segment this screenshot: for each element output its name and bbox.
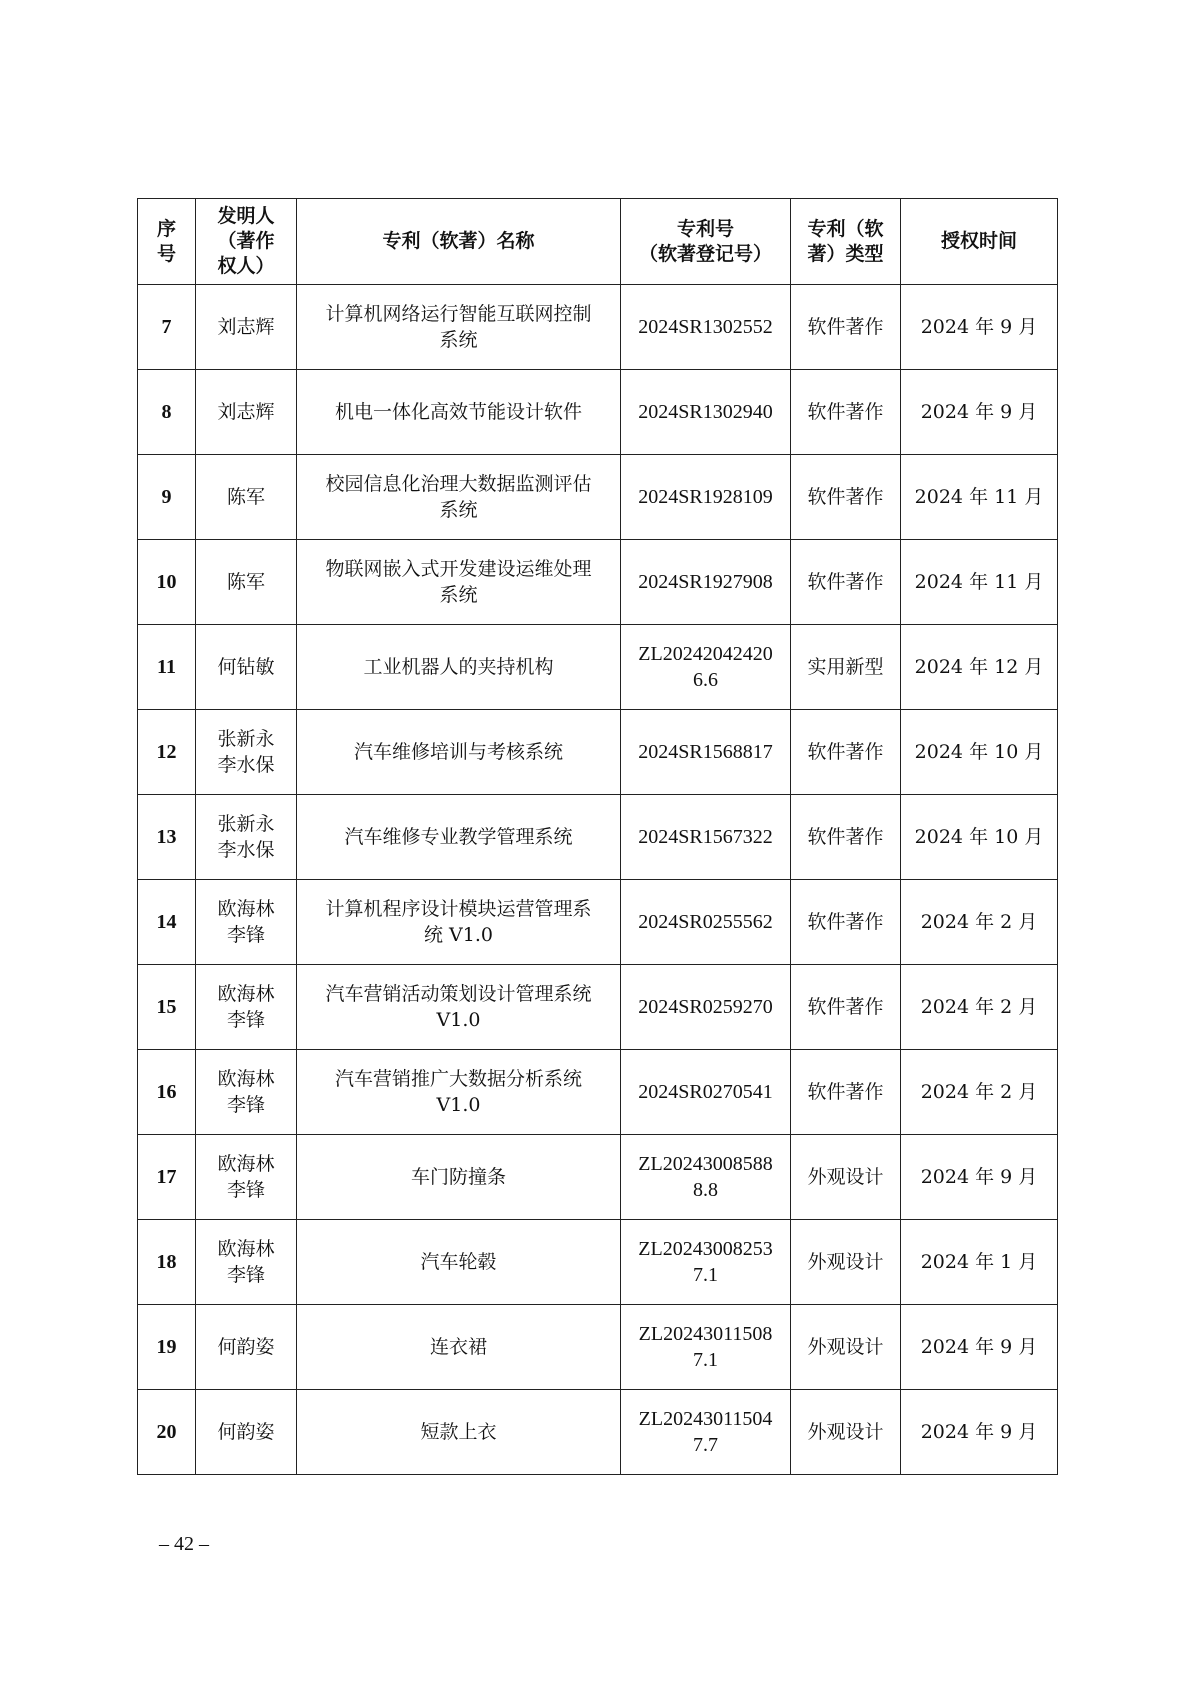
table-row [138,1220,1058,1305]
inventor-cell-line: 欧海林 [217,1068,275,1090]
inventor-cell [196,625,297,710]
name-cell-line: 汽车维修培训与考核系统 [353,741,563,763]
seq-cell: 19 [138,1305,196,1390]
type-cell: 软件著作 [791,710,901,795]
inventor-cell-line: 李锋 [226,1264,265,1286]
inventor-cell-line: 欧海林 [217,983,275,1005]
number-cell-line: 2024SR1928109 [638,486,773,508]
name-cell [297,1390,621,1475]
name-cell [297,1220,621,1305]
header-number-line: 专利号 [676,217,734,240]
name-cell-line: 系统 [439,584,478,606]
name-cell [297,880,621,965]
type-cell: 软件著作 [791,1050,901,1135]
name-cell-line: 统 V1.0 [424,924,493,946]
header-inventor-line: 权人） [217,255,275,277]
number-cell [621,1305,791,1390]
inventor-cell-line: 陈军 [226,486,265,508]
table-row [138,625,1058,710]
date-cell: 2024 年 12 月 [901,625,1058,710]
number-cell-line: 8.8 [693,1179,718,1201]
table-row [138,455,1058,540]
inventor-cell-line: 何钻敏 [217,656,275,678]
seq-cell: 12 [138,710,196,795]
name-cell-line: 计算机程序设计模块运营管理系 [325,898,592,920]
inventor-cell [196,710,297,795]
date-cell: 2024 年 2 月 [901,1050,1058,1135]
number-cell-line: 2024SR1302552 [638,316,773,338]
inventor-cell [196,795,297,880]
type-cell: 外观设计 [791,1305,901,1390]
type-cell: 软件著作 [791,540,901,625]
inventor-cell [196,1135,297,1220]
table-body [138,285,1058,1475]
inventor-cell-line: 李锋 [226,1179,265,1201]
seq-cell: 17 [138,1135,196,1220]
type-cell: 软件著作 [791,795,901,880]
name-cell-line: 校园信息化治理大数据监测评估 [325,473,592,495]
inventor-cell [196,1050,297,1135]
inventor-cell [196,370,297,455]
date-cell: 2024 年 9 月 [901,285,1058,370]
seq-cell: 11 [138,625,196,710]
inventor-cell-line: 李水保 [217,839,275,861]
name-cell-line: 机电一体化高效节能设计软件 [334,401,582,423]
seq-cell: 18 [138,1220,196,1305]
number-cell-line: 2024SR1302940 [638,401,773,423]
table-row [138,965,1058,1050]
seq-cell: 13 [138,795,196,880]
header-date [901,199,1058,285]
name-cell-line: 计算机网络运行智能互联网控制 [325,303,592,325]
number-cell [621,1390,791,1475]
inventor-cell-line: 刘志辉 [217,401,275,423]
header-inventor [196,199,297,285]
name-cell [297,625,621,710]
inventor-cell [196,1220,297,1305]
date-cell: 2024 年 11 月 [901,540,1058,625]
date-cell: 2024 年 2 月 [901,880,1058,965]
inventor-cell-line: 李锋 [226,1094,265,1116]
table-header [138,199,1058,285]
number-cell [621,795,791,880]
header-number-line: （软著登记号） [638,242,772,265]
name-cell [297,710,621,795]
date-cell: 2024 年 2 月 [901,965,1058,1050]
name-cell-line: V1.0 [436,1094,481,1116]
header-type-line: 专利（软 [807,217,884,240]
number-cell [621,370,791,455]
type-cell: 软件著作 [791,285,901,370]
name-cell [297,370,621,455]
number-cell-line: ZL20243011508 [638,1323,773,1345]
table-row [138,880,1058,965]
date-cell: 2024 年 9 月 [901,1305,1058,1390]
name-cell-line: 系统 [439,499,478,521]
number-cell-line: 2024SR1927908 [638,571,773,593]
header-type-line: 著）类型 [807,242,884,265]
table-row [138,540,1058,625]
header-seq-line: 序 [156,217,176,240]
number-cell-line: 6.6 [693,669,718,691]
seq-cell: 7 [138,285,196,370]
number-cell-line: ZL20242042420 [638,643,773,665]
name-cell-line: 连衣裙 [429,1336,487,1358]
name-cell-line: 汽车维修专业教学管理系统 [344,826,573,848]
number-cell-line: ZL20243008253 [638,1238,773,1260]
header-date-line: 授权时间 [940,230,1017,252]
table-row [138,370,1058,455]
name-cell-line: V1.0 [436,1009,481,1031]
name-cell-line: 短款上衣 [420,1421,497,1443]
name-cell [297,540,621,625]
name-cell [297,1305,621,1390]
name-cell-line: 系统 [439,329,478,351]
inventor-cell [196,1305,297,1390]
table-row [138,285,1058,370]
number-cell [621,285,791,370]
type-cell: 软件著作 [791,370,901,455]
date-cell: 2024 年 1 月 [901,1220,1058,1305]
seq-cell: 9 [138,455,196,540]
date-cell: 2024 年 9 月 [901,370,1058,455]
number-cell-line: 7.1 [693,1349,718,1371]
inventor-cell-line: 欧海林 [217,898,275,920]
name-cell [297,455,621,540]
seq-cell: 16 [138,1050,196,1135]
name-cell [297,285,621,370]
number-cell-line: 2024SR0270541 [638,1081,773,1103]
seq-cell: 8 [138,370,196,455]
type-cell: 软件著作 [791,880,901,965]
number-cell-line: 7.1 [693,1264,718,1286]
header-inventor-line: （著作 [217,230,275,252]
number-cell [621,625,791,710]
inventor-cell-line: 何韵姿 [217,1421,275,1443]
table-row [138,710,1058,795]
table-row [138,795,1058,880]
inventor-cell-line: 欧海林 [217,1153,275,1175]
inventor-cell [196,455,297,540]
header-name-line: 专利（软著）名称 [382,230,535,252]
header-name [297,199,621,285]
number-cell [621,1050,791,1135]
date-cell: 2024 年 9 月 [901,1390,1058,1475]
name-cell-line: 汽车营销活动策划设计管理系统 [325,983,592,1005]
name-cell [297,1135,621,1220]
date-cell: 2024 年 10 月 [901,795,1058,880]
header-type [791,199,901,285]
name-cell-line: 车门防撞条 [410,1166,506,1188]
number-cell-line: 2024SR1567322 [638,826,773,848]
number-cell-line: 7.7 [693,1434,718,1456]
inventor-cell [196,965,297,1050]
inventor-cell-line: 张新永 [217,728,275,750]
number-cell-line: 2024SR0259270 [638,996,773,1018]
table-row [138,1050,1058,1135]
date-cell: 2024 年 11 月 [901,455,1058,540]
number-cell-line: 2024SR1568817 [638,741,773,763]
name-cell [297,1050,621,1135]
inventor-cell-line: 欧海林 [217,1238,275,1260]
patent-table [137,198,1058,1475]
header-seq [138,199,196,285]
header-seq-line: 号 [156,242,176,265]
table-row [138,1135,1058,1220]
date-cell: 2024 年 9 月 [901,1135,1058,1220]
inventor-cell [196,540,297,625]
number-cell [621,965,791,1050]
inventor-cell [196,1390,297,1475]
number-cell [621,540,791,625]
number-cell [621,455,791,540]
number-cell-line: ZL20243008588 [638,1153,773,1175]
name-cell-line: 物联网嵌入式开发建设运维处理 [325,558,592,580]
number-cell [621,710,791,795]
page-number: – 42 – [159,1533,209,1555]
number-cell-line: ZL20243011504 [638,1408,773,1430]
header-row [138,199,1058,285]
table-row [138,1305,1058,1390]
inventor-cell-line: 刘志辉 [217,316,275,338]
number-cell [621,1220,791,1305]
number-cell [621,880,791,965]
name-cell [297,965,621,1050]
type-cell: 实用新型 [791,625,901,710]
number-cell [621,1135,791,1220]
seq-cell: 10 [138,540,196,625]
seq-cell: 14 [138,880,196,965]
name-cell [297,795,621,880]
type-cell: 软件著作 [791,965,901,1050]
inventor-cell [196,880,297,965]
type-cell: 外观设计 [791,1390,901,1475]
type-cell: 外观设计 [791,1220,901,1305]
inventor-cell-line: 张新永 [217,813,275,835]
name-cell-line: 工业机器人的夹持机构 [363,656,554,678]
inventor-cell-line: 李水保 [217,754,275,776]
inventor-cell [196,285,297,370]
inventor-cell-line: 李锋 [226,1009,265,1031]
type-cell: 软件著作 [791,455,901,540]
header-inventor-line: 发明人 [217,205,275,227]
inventor-cell-line: 李锋 [226,924,265,946]
table-row [138,1390,1058,1475]
number-cell-line: 2024SR0255562 [638,911,773,933]
inventor-cell-line: 陈军 [226,571,265,593]
date-cell: 2024 年 10 月 [901,710,1058,795]
inventor-cell-line: 何韵姿 [217,1336,275,1358]
name-cell-line: 汽车营销推广大数据分析系统 [334,1068,582,1090]
name-cell-line: 汽车轮毂 [420,1251,497,1273]
seq-cell: 15 [138,965,196,1050]
seq-cell: 20 [138,1390,196,1475]
type-cell: 外观设计 [791,1135,901,1220]
header-number [621,199,791,285]
